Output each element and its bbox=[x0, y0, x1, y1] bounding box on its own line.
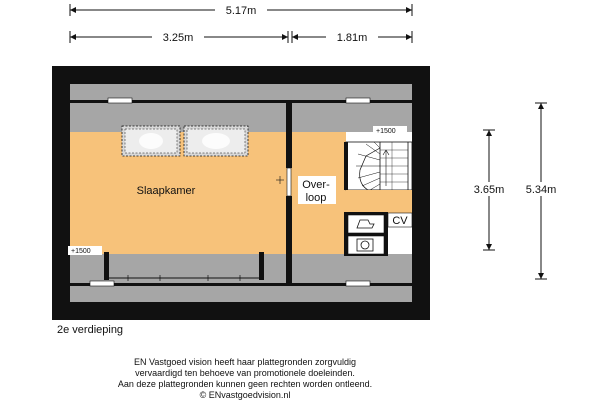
bottom-slope-area bbox=[70, 284, 412, 302]
disclaimer-line-2: vervaardigd ten behoeve van promotionele doeleinden. bbox=[135, 368, 355, 378]
knee-wall-left-post bbox=[104, 252, 109, 280]
total-width-label: 5.17m bbox=[225, 5, 257, 17]
door-frame bbox=[287, 168, 291, 196]
disclaimer-line-3: Aan deze plattegronden kunnen geen rechten worden ontleend. bbox=[117, 379, 373, 389]
window-top-left[interactable] bbox=[108, 98, 132, 103]
staircase bbox=[344, 142, 412, 190]
height-marker-left: +1500 bbox=[71, 248, 91, 255]
skylight-right bbox=[184, 126, 248, 156]
left-width-label: 3.25m bbox=[162, 32, 194, 44]
stair-landing-floor bbox=[346, 190, 412, 214]
disclaimer-line-4: © ENvastgoedvision.nl bbox=[199, 390, 291, 400]
total-depth-label: 5.34m bbox=[525, 184, 557, 196]
floor-label: 2e verdieping bbox=[57, 324, 124, 336]
knee-wall-right-post bbox=[259, 252, 264, 280]
dimension-left-width bbox=[70, 30, 288, 44]
disclaimer-line-1: EN Vastgoed vision heeft haar plattegronden zorgvuldig bbox=[134, 357, 356, 367]
window-top-right[interactable] bbox=[346, 98, 370, 103]
disclaimer bbox=[0, 357, 490, 401]
dimension-total-width bbox=[70, 3, 412, 17]
inner-depth-label: 3.65m bbox=[473, 184, 505, 196]
bedroom-slope-bottom bbox=[70, 254, 286, 284]
landing-label-line1: Over- bbox=[302, 179, 330, 191]
window-bottom-right[interactable] bbox=[346, 281, 370, 286]
bedroom-label: Slaapkamer bbox=[136, 185, 196, 197]
cv-label: CV bbox=[392, 215, 408, 227]
height-marker-right: +1500 bbox=[376, 128, 396, 135]
landing-label-line2: loop bbox=[305, 192, 327, 204]
dimension-right-width bbox=[292, 30, 412, 44]
landing-slope-bottom bbox=[292, 254, 412, 284]
washer-box bbox=[348, 215, 384, 233]
dimension-total-depth bbox=[517, 103, 565, 279]
dimension-inner-depth bbox=[465, 130, 513, 250]
skylight-left bbox=[122, 126, 180, 156]
right-width-label: 1.81m bbox=[336, 32, 368, 44]
window-bottom-left[interactable] bbox=[90, 281, 114, 286]
